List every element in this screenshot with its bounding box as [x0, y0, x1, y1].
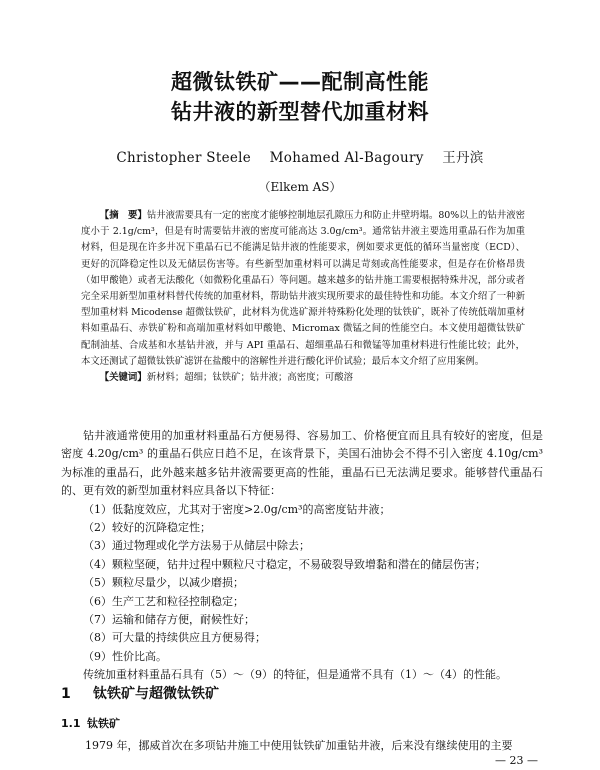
list-item: （9）性价比高。 — [83, 649, 167, 663]
section-title: 钛铁矿与超微钛铁矿 — [93, 686, 219, 702]
page-title-line-2: 钻井液的新型替代加重材料 — [171, 100, 429, 124]
abstract-block — [81, 208, 525, 386]
body-text — [61, 427, 543, 685]
conclusion-paragraph: 传统加重材料重晶石具有（5）～（9）的特征，但是通常不具有（1）～（4）的性能。 — [83, 668, 507, 682]
author-list — [0, 146, 600, 166]
section-heading-1 — [61, 683, 219, 703]
author-1: Christopher Steele — [116, 150, 252, 166]
intro-paragraph: 钻井液通常使用的加重材料重晶石方便易得、容易加工、价格便宜而且具有较好的密度，但是密度 4.20g/cm³ 的重晶石供应日趋不足，在该背景下，美国石油协会不得不引入密度 4.10g/cm³ 为标准的重晶石，此外越来越多钻井液需要更高的性能，重晶石已无法满足要求。能够替代重晶石的、更有效的新型加重材料应具备以下特征： — [61, 429, 543, 498]
author-2: Mohamed Al-Bagoury — [269, 150, 424, 166]
page-number: — 23 — — [495, 754, 538, 767]
list-item: （3）通过物理或化学方法易于从储层中除去； — [83, 539, 310, 553]
abstract-text: 钻井液需要具有一定的密度才能够控制地层孔隙压力和防止井壁坍塌。80%以上的钻井液密度小于 2.1g/cm³，但是有时需要钻井液的密度可能高达 3.0g/cm³。通常钻井液主要选用重晶石作为加重材料，但是现在许多井况下重晶石已不能满足钻井液的性能要求，例如要求更低的循环当量密度（ECD）、更好的沉降稳定性以及无储层伤害等。有些新型加重材料可以满足苛刻或高性能要求，但是存在价格昂贵（如甲酸铯）或者无法酸化（如微粉化重晶石）等问题。越来越多的钻井施工需要根据特殊井况，部分或者完全采用新型加重材料替代传统的加重材料，帮助钻井液实现所要求的最佳特性和功能。本文介绍了一种新型加重材料 Micodense 超微钛铁矿，此材料为优选矿源并特殊粉化处理的钛铁矿，既补了传统低端加重材料如重晶石、赤铁矿粉和高端加重材料如甲酸铯、Micromax 微锰之间的性能空白。本文使用超微钛铁矿配制油基、合成基和水基钻井液，并与 API 重晶石、超细重晶石和微锰等加重材料进行性能比较；此外，本文还测试了超微钛铁矿滤饼在盐酸中的溶解性并进行酸化评价试验；最后本文介绍了应用案例。 — [81, 210, 525, 367]
subsection-number: 1.1 — [61, 717, 81, 730]
section-number: 1 — [61, 686, 71, 702]
list-item: （1）低黏度效应，尤其对于密度>2.0g/cm³的高密度钻井液； — [83, 502, 391, 516]
keywords-paragraph — [81, 370, 525, 386]
list-item: （8）可大量的持续供应且方便易得； — [83, 631, 266, 645]
author-3: 王丹滨 — [442, 150, 484, 166]
list-item: （7）运输和储存方便，耐候性好； — [83, 613, 255, 627]
list-item: （4）颗粒坚硬，钻井过程中颗粒尺寸稳定，不易破裂导致增黏和潜在的储层伤害； — [83, 557, 486, 571]
page-title-line-1: 超微钛铁矿——配制高性能 — [171, 70, 429, 94]
keywords-label: 【关键词】 — [99, 372, 147, 384]
affiliation: （Elkem AS） — [258, 180, 342, 194]
subsection-title: 钛铁矿 — [87, 717, 120, 730]
subsection-heading-1-1 — [61, 715, 120, 731]
section-body-first-line: 1979 年，挪威首次在多项钻井施工中使用钛铁矿加重钻井液，后来没有继续使用的主要 — [85, 739, 513, 752]
list-item: （2）较好的沉降稳定性； — [83, 521, 211, 535]
list-item: （6）生产工艺和粒径控制稳定； — [83, 594, 244, 608]
abstract-label: 【摘 要】 — [99, 210, 147, 221]
list-item: （5）颗粒尽量少，以减少磨损； — [83, 576, 244, 590]
keywords-text: 新材料；超细；钛铁矿；钻井液；高密度；可酸溶 — [146, 372, 353, 384]
abstract-paragraph — [81, 208, 525, 370]
